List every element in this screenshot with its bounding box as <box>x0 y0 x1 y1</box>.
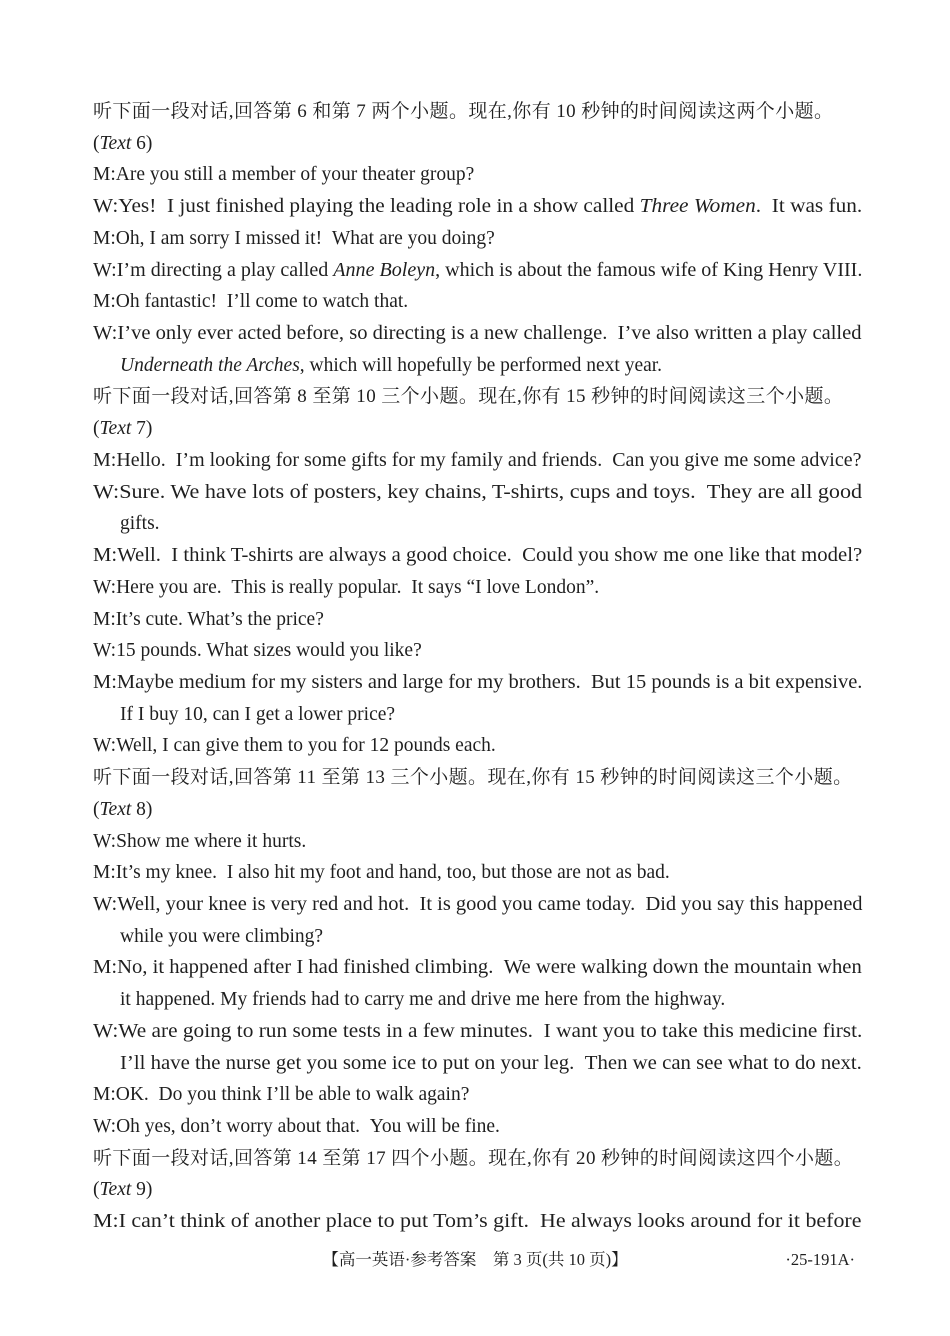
listening-instruction-line <box>93 96 862 128</box>
italic-title-segment: Text <box>99 798 132 820</box>
dialogue-continuation-line <box>93 699 862 731</box>
text-number-label <box>93 128 862 160</box>
page-footer <box>0 1247 950 1273</box>
text-segment: 8) <box>131 798 153 820</box>
dialogue-continuation-line <box>93 350 862 382</box>
text-segment: W:15 pounds. What sizes would you like? <box>93 640 422 662</box>
dialogue-line <box>93 1016 862 1048</box>
text-segment: M:Well. I think T-shirts are always a good choice. Could you show me one like that model? <box>93 545 863 567</box>
line-text <box>93 1016 862 1048</box>
line-text <box>93 1079 469 1111</box>
text-number-label <box>93 794 862 826</box>
text-segment: 9) <box>131 1179 153 1201</box>
text-segment: M:It’s cute. What’s the price? <box>93 608 324 630</box>
dialogue-line <box>93 667 862 699</box>
listening-instruction-line <box>93 762 862 794</box>
footer-paper-code: ·25-191A· <box>785 1250 855 1269</box>
text-segment: 听下面一段对话,回答第 6 和第 7 两个小题。现在,你有 10 秒钟的时间阅读这两个小题。 <box>93 101 834 122</box>
text-segment: W:We are going to run some tests in a few minutes. I want you to take this medicine first. <box>93 1020 863 1042</box>
line-text <box>93 1174 152 1206</box>
text-segment: ( <box>93 1179 100 1201</box>
text-segment: while you were climbing? <box>120 925 324 947</box>
text-segment: , which will hopefully be performed next year. <box>299 354 663 376</box>
line-text <box>93 730 496 762</box>
text-segment: 听下面一段对话,回答第 11 至第 13 三个小题。现在,你有 15 秒钟的时间阅读这三个小题。 <box>93 767 853 789</box>
line-text <box>93 445 862 477</box>
italic-title-segment: Text <box>99 1179 132 1201</box>
dialogue-line <box>93 572 862 604</box>
text-segment: gifts. <box>120 513 160 535</box>
text-segment: M:OK. Do you think I’ll be able to walk again? <box>93 1084 470 1106</box>
dialogue-line <box>93 540 862 572</box>
dialogue-line <box>93 952 862 984</box>
line-text <box>93 635 422 667</box>
line-text <box>120 921 323 953</box>
line-text <box>93 128 152 160</box>
text-segment: , which is about the famous wife of King Henry VIII. <box>435 259 863 281</box>
dialogue-line <box>93 286 862 318</box>
line-text <box>93 286 408 318</box>
dialogue-continuation-line <box>93 1048 862 1080</box>
text-segment: M:Oh, I am sorry I missed it! What are you doing? <box>93 227 495 249</box>
line-text <box>120 699 395 731</box>
dialogue-line <box>93 604 862 636</box>
text-segment: W:Oh yes, don’t worry about that. You will be fine. <box>93 1116 500 1137</box>
text-segment: it happened. My friends had to carry me and drive me here from the highway. <box>120 989 726 1011</box>
line-text <box>93 255 862 287</box>
line-text <box>93 191 862 223</box>
line-text <box>120 984 725 1016</box>
dialogue-line <box>93 318 862 350</box>
line-text <box>93 572 599 604</box>
text-segment: M:I can’t think of another place to put Tom’s gift. He always looks around for it before <box>93 1211 862 1233</box>
italic-title-segment: Underneath the Arches <box>120 354 300 376</box>
line-text <box>93 857 670 889</box>
text-segment: W:Well, your knee is very red and hot. It is good you came today. Did you say this happened <box>93 893 863 915</box>
line-text <box>120 1048 862 1080</box>
text-segment: 听下面一段对话,回答第 8 至第 10 三个小题。现在,你有 15 秒钟的时间阅读这三个小题。 <box>93 386 844 408</box>
text-segment: ( <box>93 798 100 820</box>
text-number-label <box>93 1174 862 1206</box>
text-number-label <box>93 413 862 445</box>
text-segment: W:Here you are. This is really popular. It says “I love London”. <box>93 576 600 598</box>
line-text <box>93 952 862 984</box>
text-segment: M:Maybe medium for my sisters and large for my brothers. But 15 pounds is a bit expensive. <box>93 671 863 693</box>
listening-transcript <box>93 96 862 1238</box>
dialogue-line <box>93 159 862 191</box>
line-text <box>93 477 862 509</box>
text-segment: W:I’ve only ever acted before, so directing is a new challenge. I’ve also written a play called <box>93 323 862 345</box>
dialogue-line <box>93 191 862 223</box>
line-text <box>93 96 833 128</box>
footer-page-info: 【高一英语·参考答案 第 3 页(共 10 页)】 <box>322 1250 628 1269</box>
text-segment: 6) <box>131 132 153 154</box>
line-text <box>93 794 152 826</box>
text-segment: M:Oh fantastic! I’ll come to watch that. <box>93 291 409 313</box>
dialogue-line <box>93 1079 862 1111</box>
dialogue-continuation-line <box>93 984 862 1016</box>
line-text <box>120 350 662 382</box>
line-text <box>93 1206 861 1238</box>
italic-title-segment: Text <box>99 132 132 154</box>
listening-instruction-line <box>93 381 862 413</box>
dialogue-line <box>93 826 862 858</box>
text-segment: I’ll have the nurse get you some ice to put on your leg. Then we can see what to do next. <box>120 1052 862 1074</box>
dialogue-line <box>93 889 862 921</box>
text-segment: W:Sure. We have lots of posters, key chains, T-shirts, cups and toys. They are all good <box>93 481 863 503</box>
dialogue-line <box>93 1206 862 1238</box>
line-text <box>93 667 862 699</box>
line-text <box>93 762 853 794</box>
italic-title-segment: Three Women <box>639 196 756 218</box>
text-segment: 听下面一段对话,回答第 14 至第 17 四个小题。现在,你有 20 秒钟的时间阅读这四个小题。 <box>93 1147 854 1169</box>
dialogue-line <box>93 730 862 762</box>
text-segment: M:Are you still a member of your theater group? <box>93 164 475 186</box>
dialogue-line <box>93 635 862 667</box>
text-segment: W:Yes! I just finished playing the leading role in a show called <box>93 196 640 218</box>
dialogue-line <box>93 445 862 477</box>
line-text <box>93 318 862 350</box>
text-segment: If I buy 10, can I get a lower price? <box>120 703 396 725</box>
line-text <box>93 1111 500 1143</box>
line-text <box>93 540 862 572</box>
line-text <box>93 604 324 636</box>
text-segment: ( <box>93 418 100 440</box>
line-text <box>93 381 843 413</box>
text-segment: 7) <box>131 418 153 440</box>
text-segment: M:No, it happened after I had finished climbing. We were walking down the mountain when <box>93 957 862 979</box>
dialogue-continuation-line <box>93 921 862 953</box>
italic-title-segment: Anne Boleyn <box>333 259 436 281</box>
text-segment: M:It’s my knee. I also hit my foot and hand, too, but those are not as bad. <box>93 862 670 884</box>
text-segment: W:Well, I can give them to you for 12 pounds each. <box>93 735 496 757</box>
line-text <box>93 159 474 191</box>
line-text <box>93 889 863 921</box>
text-segment: M:Hello. I’m looking for some gifts for my family and friends. Can you give me some advice? <box>93 449 862 471</box>
line-text <box>93 1143 853 1175</box>
line-text <box>120 508 160 540</box>
text-segment: W:I’m directing a play called <box>93 259 334 281</box>
text-segment: W:Show me where it hurts. <box>93 830 307 852</box>
text-segment: . It was fun. <box>755 196 863 218</box>
line-text <box>93 413 152 445</box>
dialogue-line <box>93 1111 862 1143</box>
line-text <box>93 826 306 858</box>
dialogue-line <box>93 223 862 255</box>
text-segment: ( <box>93 132 100 154</box>
dialogue-line <box>93 255 862 287</box>
dialogue-line <box>93 477 862 509</box>
dialogue-line <box>93 857 862 889</box>
listening-instruction-line <box>93 1143 862 1175</box>
line-text <box>93 223 495 255</box>
dialogue-continuation-line <box>93 508 862 540</box>
italic-title-segment: Text <box>99 418 132 440</box>
